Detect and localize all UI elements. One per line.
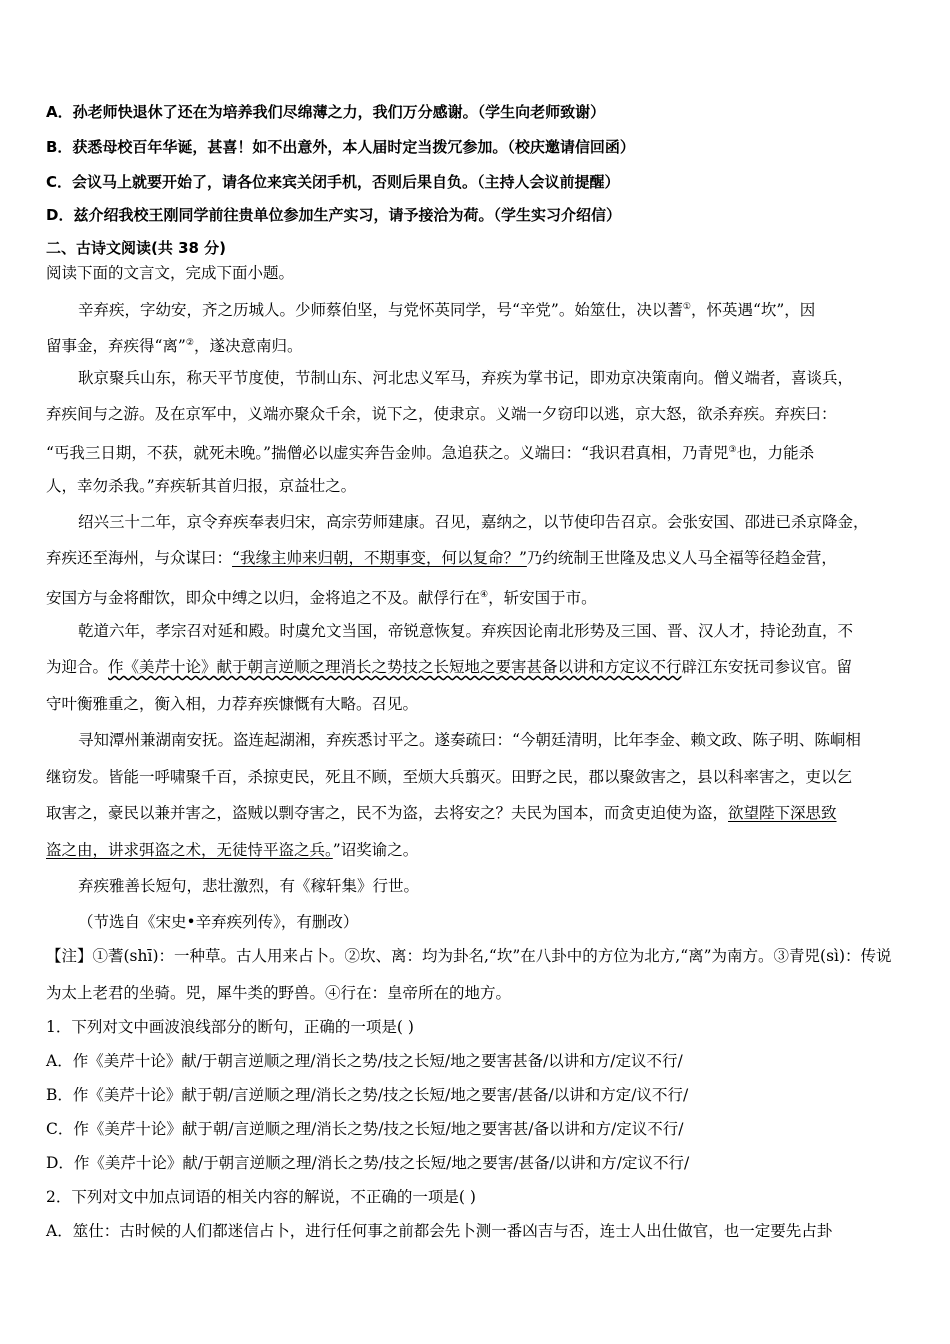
q2-option-a: A．筮仕：古时候的人们都迷信占卜，进行任何事之前都会先卜测一番凶吉与否，连士人出仕做官，也一定要先占卦 bbox=[46, 1222, 833, 1240]
passage-p3-line2: 弃疾还至海州，与众谋曰：“我缘主帅来归朝，不期事变，何以复命？”乃约统制王世隆及忠义人马全福等径趋金营， bbox=[46, 549, 837, 567]
note-marker-2: ② bbox=[185, 338, 194, 348]
underlined-sentence-2a: 欲望陛下深思致 bbox=[728, 804, 837, 822]
passage-p3-line3: 安国方与金将酣饮，即众中缚之以归，金将追之不及。献俘行在④，斩安国于市。 bbox=[46, 589, 597, 607]
q2-stem: 2．下列对文中加点词语的相关内容的解说，不正确的一项是( ) bbox=[46, 1188, 476, 1206]
q1-stem: 1．下列对文中画波浪线部分的断句，正确的一项是( ) bbox=[46, 1018, 414, 1036]
q1-option-b: B．作《美芹十论》献于朝/言逆顺之理/消长之势/技之长短/地之要害/甚备/以讲和方定/议不行/ bbox=[46, 1086, 689, 1104]
passage-p5-line1: 寻知潭州兼湖南安抚。盗连起湖湘，弃疾悉讨平之。遂奏疏曰：“今朝廷清明，比年李金、赖文政、陈子明、陈峒相 bbox=[78, 731, 861, 749]
prev-option-a: A．孙老师快退休了还在为培养我们尽绵薄之力，我们万分感谢。（学生向老师致谢） bbox=[46, 103, 606, 121]
note-marker-4: ④ bbox=[480, 590, 489, 600]
q1-option-a: A．作《美芹十论》献/于朝言逆顺之理/消长之势/技之长短/地之要害甚备/以讲和方/定议不行/ bbox=[46, 1052, 683, 1070]
prev-option-d: D．兹介绍我校王刚同学前往贵单位参加生产实习，请予接洽为荷。（学生实习介绍信） bbox=[46, 206, 621, 224]
passage-p4-line2: 为迎合。作《美芹十论》献于朝言逆顺之理消长之势技之长短地之要害甚备以讲和方定议不行辟江东安抚司参议官。留 bbox=[46, 658, 853, 676]
section-instruction: 阅读下面的文言文，完成下面小题。 bbox=[46, 264, 295, 282]
section-title: 二、古诗文阅读(共 38 分) bbox=[46, 239, 227, 257]
passage-p5-line2: 继窃发。皆能一呼啸聚千百，杀掠吏民，死且不顾，至烦大兵翦灭。田野之民，郡以聚敛害之，县以科率害之，吏以乞 bbox=[46, 768, 853, 786]
underlined-sentence-2b: 盗之由，讲求弭盗之术，无徒恃平盗之兵。 bbox=[46, 841, 333, 859]
note-marker-1: ① bbox=[682, 302, 691, 312]
passage-p2-line4: 人，幸勿杀我。”弃疾斩其首归报，京益壮之。 bbox=[46, 477, 357, 495]
passage-p2-line2: 弃疾间与之游。及在京军中，义端亦聚众千余，说下之，使隶京。义端一夕窃印以逃，京大怒，欲杀弃疾。弃疾曰： bbox=[46, 405, 837, 423]
passage-p4-line3: 守叶衡雅重之，衡入相，力荐弃疾慷慨有大略。召见。 bbox=[46, 695, 419, 713]
passage-p3-line1: 绍兴三十二年，京令弃疾奉表归宋，高宗劳师建康。召见，嘉纳之，以节使印告召京。会张安国、邵进已杀京降金， bbox=[78, 513, 869, 531]
q1-option-c: C．作《美芹十论》献于朝/言逆顺之理/消长之势/技之长短/地之要害甚/备以讲和方/定议不行/ bbox=[46, 1120, 684, 1138]
passage-p6-line1: 弃疾雅善长短句，悲壮激烈，有《稼轩集》行世。 bbox=[78, 877, 420, 895]
note-marker-3: ③ bbox=[728, 445, 737, 455]
passage-p5-line3: 取害之，豪民以兼并害之，盗贼以剽夺害之，民不为盗，去将安之？夫民为国本，而贪吏迫使为盗，欲望陛下深思致 bbox=[46, 804, 837, 822]
notes-line1: 【注】①蓍(shī)：一种草。古人用来占卜。②坎、离：均为卦名,“坎”在八卦中的方位为北方,“离”为南方。③青兕(sì)：传说 bbox=[46, 947, 892, 965]
passage-p1-line1: 辛弃疾，字幼安，齐之历城人。少师蔡伯坚，与党怀英同学，号“辛党”。始筮仕，决以蓍①，怀英遇“坎”，因 bbox=[78, 301, 816, 319]
passage-source: （节选自《宋史•辛弃疾列传》，有删改） bbox=[78, 913, 359, 931]
prev-option-c: C．会议马上就要开始了，请各位来宾关闭手机，否则后果自负。（主持人会议前提醒） bbox=[46, 173, 620, 191]
underlined-sentence-1: “我缘主帅来归朝，不期事变，何以复命？” bbox=[232, 549, 527, 567]
passage-p1-line2: 留事金，弃疾得“离”②，遂决意南归。 bbox=[46, 337, 303, 355]
q1-option-d: D．作《美芹十论》献/于朝言逆顺之理/消长之势/技之长短/地之要害/甚备/以讲和方/定议不行/ bbox=[46, 1154, 690, 1172]
prev-option-b: B．获悉母校百年华诞，甚喜！如不出意外，本人届时定当拨冗参加。（校庆邀请信回函） bbox=[46, 138, 635, 156]
passage-p5-line4: 盗之由，讲求弭盗之术，无徒恃平盗之兵。”诏奖谕之。 bbox=[46, 841, 419, 859]
passage-p2-line3: “丐我三日期，不获，就死未晚。”揣僧必以虚实奔告金帅。急追获之。义端曰：“我识君真相，乃青兕③也，力能杀 bbox=[46, 444, 815, 462]
passage-p4-line1: 乾道六年，孝宗召对延和殿。时虞允文当国，帝锐意恢复。弃疾因论南北形势及三国、晋、汉人才，持论劲直，不 bbox=[78, 622, 854, 640]
notes-line2: 为太上老君的坐骑。兕，犀牛类的野兽。④行在：皇帝所在的地方。 bbox=[46, 984, 512, 1002]
passage-p2-line1: 耿京聚兵山东，称天平节度使，节制山东、河北忠义军马，弃疾为掌书记，即劝京决策南向。僧义端者，喜谈兵， bbox=[78, 369, 854, 387]
wavy-underlined-sentence: 作《美芹十论》献于朝言逆顺之理消长之势技之长短地之要害甚备以讲和方定议不行 bbox=[108, 658, 682, 676]
